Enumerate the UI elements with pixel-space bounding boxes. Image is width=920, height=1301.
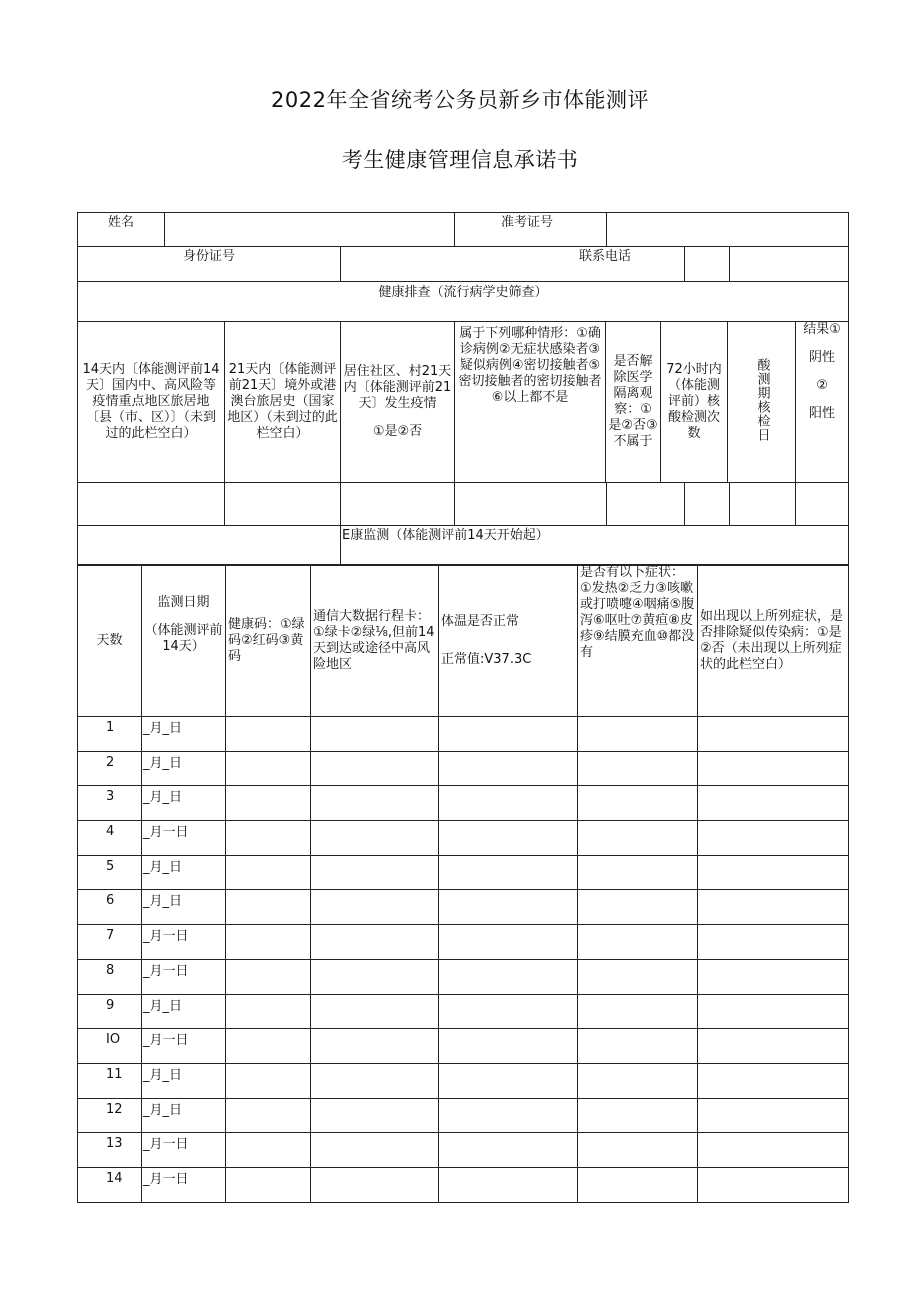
monitor-date[interactable]: _月一日 <box>142 821 226 856</box>
document-title-line2: 考生健康管理信息承诺书 <box>341 148 579 172</box>
id-label: 身份证号 <box>78 247 341 282</box>
exclude-disease-cell[interactable] <box>698 855 849 890</box>
travel-card-cell[interactable] <box>311 890 439 925</box>
name-label: 姓名 <box>78 213 165 247</box>
screening-table <box>77 212 849 566</box>
table-row <box>78 1133 849 1168</box>
temperature-cell[interactable] <box>439 751 578 786</box>
table-row <box>78 1029 849 1064</box>
symptoms-cell[interactable] <box>578 751 698 786</box>
community-outbreak-text: 居住社区、村21天内〔体能测评前21天〕发生疫情 <box>343 364 452 411</box>
date-label: 监测日期 <box>157 595 210 610</box>
exam-no-field[interactable] <box>607 213 849 247</box>
day-number: 8 <box>78 959 142 994</box>
temperature-cell[interactable] <box>439 994 578 1029</box>
screening-col-test-date <box>728 322 796 483</box>
temperature-cell[interactable] <box>439 821 578 856</box>
health-code-cell[interactable] <box>226 1167 311 1202</box>
exclude-disease-cell[interactable] <box>698 717 849 752</box>
temperature-cell[interactable] <box>439 1098 578 1133</box>
monitor-date[interactable]: _月_日 <box>142 751 226 786</box>
temperature-cell[interactable] <box>439 890 578 925</box>
exam-no-label: 准考证号 <box>455 213 607 247</box>
exclude-disease-cell[interactable] <box>698 821 849 856</box>
answer-overseas-travel[interactable] <box>225 483 341 526</box>
health-code-cell[interactable] <box>226 1063 311 1098</box>
result-option-2: ② <box>816 378 828 393</box>
temperature-cell[interactable] <box>439 717 578 752</box>
monitor-date[interactable]: _月一日 <box>142 1133 226 1168</box>
exclude-disease-cell[interactable] <box>698 786 849 821</box>
travel-card-cell[interactable] <box>311 751 439 786</box>
day-number: 4 <box>78 821 142 856</box>
monitor-date[interactable]: _月_日 <box>142 994 226 1029</box>
phone-field-b[interactable] <box>730 247 849 282</box>
table-row <box>78 959 849 994</box>
temperature-cell[interactable] <box>439 1029 578 1064</box>
temperature-cell[interactable] <box>439 786 578 821</box>
monitor-date[interactable]: _月_日 <box>142 855 226 890</box>
result-positive: 阳性 <box>809 406 836 421</box>
answer-domestic-travel[interactable] <box>78 483 225 526</box>
test-date-vertical-label: 酸测期核检日 <box>754 357 770 442</box>
community-outbreak-options: ①是②否 <box>372 424 423 439</box>
temperature-normal-value: 正常值:V37.3C <box>441 651 532 667</box>
exclude-disease-cell[interactable] <box>698 994 849 1029</box>
monitor-date[interactable]: _月一日 <box>142 1167 226 1202</box>
table-row <box>78 821 849 856</box>
symptoms-cell[interactable] <box>578 717 698 752</box>
table-row <box>78 786 849 821</box>
monitor-date[interactable]: _月_日 <box>142 1063 226 1098</box>
day-number: 9 <box>78 994 142 1029</box>
table-row <box>78 890 849 925</box>
answer-quarantine[interactable] <box>607 483 685 526</box>
symptoms-cell[interactable] <box>578 1133 698 1168</box>
travel-card-cell[interactable] <box>311 821 439 856</box>
table-row <box>78 1098 849 1133</box>
exclude-disease-cell[interactable] <box>698 1098 849 1133</box>
table-row <box>78 1063 849 1098</box>
day-number: 3 <box>78 786 142 821</box>
health-code-cell[interactable] <box>226 717 311 752</box>
travel-card-cell[interactable] <box>311 1098 439 1133</box>
monitor-date[interactable]: _月_日 <box>142 786 226 821</box>
health-code-cell[interactable] <box>226 786 311 821</box>
travel-card-cell[interactable] <box>311 925 439 960</box>
symptoms-cell[interactable] <box>578 821 698 856</box>
monitor-date[interactable]: _月_日 <box>142 890 226 925</box>
symptoms-cell[interactable] <box>578 959 698 994</box>
monitoring-table <box>77 564 849 1203</box>
day-number: 12 <box>78 1098 142 1133</box>
health-code-cell[interactable] <box>226 925 311 960</box>
answer-result[interactable] <box>796 483 849 526</box>
phone-label: 联系电话 <box>341 247 685 282</box>
exclude-disease-cell[interactable] <box>698 751 849 786</box>
col-travel-card: 通信大数据行程卡：①绿卡②绿⅛,但前14天到达或途径中高风险地区 <box>311 565 439 717</box>
monitor-date[interactable]: _月一日 <box>142 925 226 960</box>
monitoring-header-blank <box>78 526 341 566</box>
health-code-cell[interactable] <box>226 1133 311 1168</box>
col-exclude-disease: 如出现以上所列症状，是否排除疑似传染病：①是②否（未出现以上所列症状的此栏空白） <box>698 565 849 717</box>
col-temperature <box>439 565 578 717</box>
health-code-cell[interactable] <box>226 994 311 1029</box>
col-symptoms: 是否有以卜症状：①发热②乏力③咳嗽或打喷嚏④咽痛⑤腹泻⑥呕吐⑦黄疸⑧皮疹⑨结膜充血⑩都没有 <box>578 565 698 717</box>
answer-test-date[interactable] <box>730 483 796 526</box>
exclude-disease-cell[interactable] <box>698 1167 849 1202</box>
exclude-disease-cell[interactable] <box>698 890 849 925</box>
temperature-cell[interactable] <box>439 925 578 960</box>
temperature-cell[interactable] <box>439 855 578 890</box>
day-number: 1 <box>78 717 142 752</box>
temperature-label: 体温是否正常 <box>441 613 520 629</box>
exclude-disease-cell[interactable] <box>698 1063 849 1098</box>
col-health-code: 健康码：①绿码②红码③黄码 <box>226 565 311 717</box>
symptoms-cell[interactable] <box>578 786 698 821</box>
day-number: 6 <box>78 890 142 925</box>
monitor-date[interactable]: _月一日 <box>142 959 226 994</box>
screening-col-result <box>796 322 849 483</box>
monitor-date[interactable]: _月_日 <box>142 717 226 752</box>
answer-case-type[interactable] <box>455 483 607 526</box>
temperature-cell[interactable] <box>439 1133 578 1168</box>
symptoms-cell[interactable] <box>578 994 698 1029</box>
answer-community-outbreak[interactable] <box>341 483 455 526</box>
monitor-date[interactable]: _月_日 <box>142 1098 226 1133</box>
travel-card-cell[interactable] <box>311 1063 439 1098</box>
day-number: 13 <box>78 1133 142 1168</box>
table-row <box>78 925 849 960</box>
symptoms-cell[interactable] <box>578 1063 698 1098</box>
symptoms-cell[interactable] <box>578 1029 698 1064</box>
col-day: 天数 <box>78 565 142 717</box>
health-code-cell[interactable] <box>226 959 311 994</box>
travel-card-cell[interactable] <box>311 1133 439 1168</box>
exclude-disease-cell[interactable] <box>698 1133 849 1168</box>
temperature-cell[interactable] <box>439 1167 578 1202</box>
result-label: 结果① <box>803 322 841 337</box>
table-row <box>78 855 849 890</box>
travel-card-cell[interactable] <box>311 1029 439 1064</box>
monitor-date[interactable]: _月一日 <box>142 1029 226 1064</box>
travel-card-cell[interactable] <box>311 959 439 994</box>
symptoms-cell[interactable] <box>578 1167 698 1202</box>
screening-col-quarantine: 是否解除医学隔离观察：①是②否③不属于 <box>606 322 661 483</box>
date-sublabel: （体能测评前14天） <box>144 623 223 654</box>
document-title-line1: 2022年全省统考公务员新乡市体能测评 <box>271 88 649 112</box>
symptoms-cell[interactable] <box>578 890 698 925</box>
answer-nucleic-count[interactable] <box>685 483 730 526</box>
table-row <box>78 717 849 752</box>
day-number: 14 <box>78 1167 142 1202</box>
travel-card-cell[interactable] <box>311 717 439 752</box>
result-negative: 阴性 <box>809 350 836 365</box>
day-number: 7 <box>78 925 142 960</box>
monitoring-rows <box>78 717 849 1203</box>
health-code-cell[interactable] <box>226 821 311 856</box>
screening-col-overseas-travel: 21天内〔体能测评前21天〕境外或港澳台旅居史（国家地区）（未到过的此栏空白） <box>225 322 341 483</box>
travel-card-cell[interactable] <box>311 786 439 821</box>
symptoms-cell[interactable] <box>578 1098 698 1133</box>
exclude-disease-cell[interactable] <box>698 959 849 994</box>
screening-header: 健康排查（流行病学史筛查） <box>78 282 849 322</box>
name-field[interactable] <box>165 213 455 247</box>
table-row <box>78 751 849 786</box>
day-number: 5 <box>78 855 142 890</box>
temperature-cell[interactable] <box>439 1063 578 1098</box>
day-number: 11 <box>78 1063 142 1098</box>
travel-card-cell[interactable] <box>311 994 439 1029</box>
day-number: IO <box>78 1029 142 1064</box>
health-code-cell[interactable] <box>226 890 311 925</box>
screening-col-nucleic-count: 72小时内（体能测评前）核酸检测次数 <box>661 322 728 483</box>
exclude-disease-cell[interactable] <box>698 1029 849 1064</box>
monitoring-header: E康监测（体能测评前14天开始起） <box>341 526 849 566</box>
temperature-cell[interactable] <box>439 959 578 994</box>
health-code-cell[interactable] <box>226 1029 311 1064</box>
health-code-cell[interactable] <box>226 751 311 786</box>
col-date <box>142 565 226 717</box>
travel-card-cell[interactable] <box>311 855 439 890</box>
table-row <box>78 1167 849 1202</box>
health-code-cell[interactable] <box>226 855 311 890</box>
symptoms-cell[interactable] <box>578 855 698 890</box>
table-row <box>78 994 849 1029</box>
travel-card-cell[interactable] <box>311 1167 439 1202</box>
screening-col-domestic-travel: 14天内〔体能测评前14天〕国内中、高风险等疫情重点地区旅居地〔县（市、区）〕（未到过的此栏空白） <box>78 322 225 483</box>
screening-col-case-type: 属于下列哪种情形：①确诊病例②无症状感染者③疑似病例④密切接触者⑤密切接触者的密切接触者⑥以上都不是 <box>455 322 606 483</box>
screening-col-community-outbreak <box>341 322 455 483</box>
day-number: 2 <box>78 751 142 786</box>
exclude-disease-cell[interactable] <box>698 925 849 960</box>
health-code-cell[interactable] <box>226 1098 311 1133</box>
phone-field-a[interactable] <box>685 247 730 282</box>
symptoms-cell[interactable] <box>578 925 698 960</box>
